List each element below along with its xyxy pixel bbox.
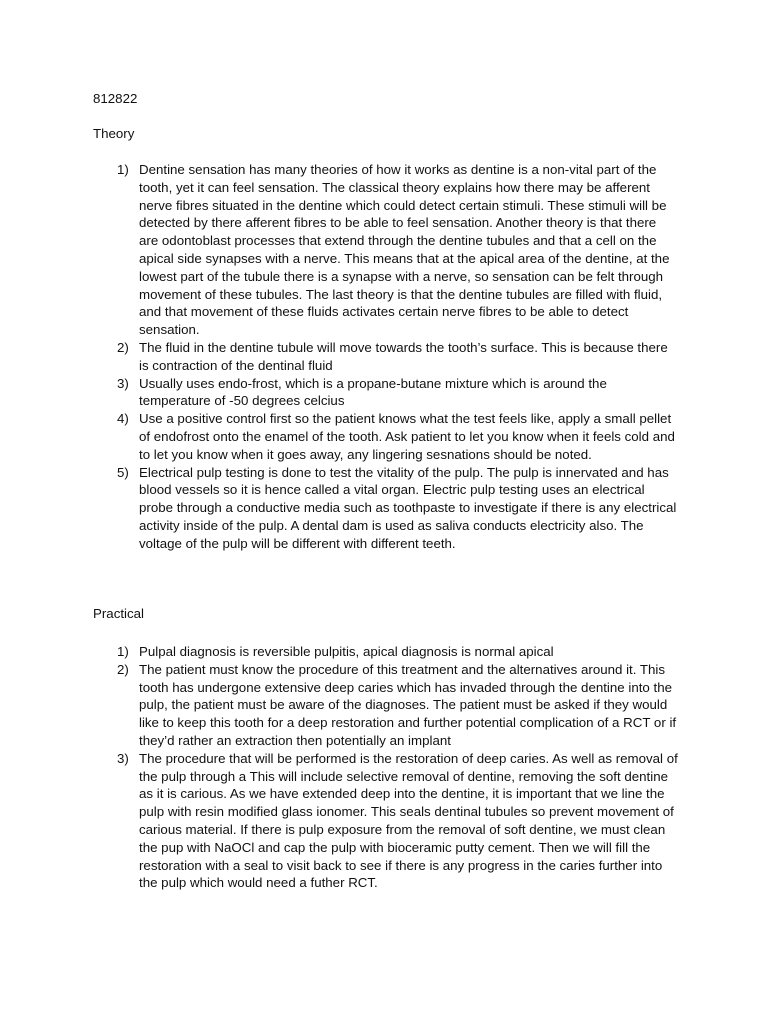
list-item <box>0 464 768 553</box>
list-item <box>0 161 768 339</box>
document-id: 812822 <box>93 91 138 106</box>
list-item-text: Use a positive control first so the patient knows what the test feels like, apply a small pellet of endofrost onto the enamel of the tooth. Ask patient to let you know when it feels cold and to let you know when it goes away, any lingering sesnations should be noted. <box>139 411 675 462</box>
list-item-number: 5) <box>117 464 129 480</box>
list-item-number: 1) <box>117 162 129 177</box>
list-item-text: Pulpal diagnosis is reversible pulpitis, apical diagnosis is normal apical <box>139 644 554 659</box>
list-item <box>0 750 768 892</box>
list-item <box>0 661 768 750</box>
list-item-number: 2) <box>117 339 129 355</box>
list-item-number: 4) <box>117 411 129 427</box>
practical-list <box>0 643 768 892</box>
list-item-text: The procedure that will be performed is the restoration of deep caries. As well as removal of the pulp through a This will include selective removal of dentine, removing the soft dentine as it is carious. As we have extended deep into the dentine, it is important that we line the pulp with resin modified glass ionomer. This seals dentinal tubules so prevent movement of carious material. If there is pulp exposure from the removal of soft dentine, we must clean the pup with NaOCl and cap the pulp with bioceramic putty cement. Then we will fill the restoration with a seal to visit back to see if there is any progress in the caries further into the pulp which would need a futher RCT. <box>139 750 678 891</box>
list-item-text: Electrical pulp testing is done to test the vitality of the pulp. The pulp is innervated and has blood vessels so it is hence called a vital organ. Electric pulp testing uses an electrical probe through a conductive media such as toothpaste to investigate if there is any electrical activity inside of the pulp. A dental dam is used as saliva conducts electricity also. The voltage of the pulp will be different with different teeth. <box>139 464 677 551</box>
list-item-text: The fluid in the dentine tubule will move towards the tooth’s surface. This is because there is contraction of the dentinal fluid <box>139 339 668 373</box>
list-item <box>0 643 768 661</box>
list-item <box>0 410 768 463</box>
list-item-text: Usually uses endo-frost, which is a propane-butane mixture which is around the temperature of -50 degrees celcius <box>139 375 607 409</box>
section-heading-theory: Theory <box>93 126 135 141</box>
section-heading-practical: Practical <box>93 606 144 621</box>
list-item <box>0 375 768 411</box>
list-item-text: Dentine sensation has many theories of how it works as dentine is a non-vital part of the tooth, yet it can feel sensation. The classical theory explains how there may be afferent nerve fibres situated in the dentine which could detect certain stimuli. These stimuli will be detected by there afferent fibres to be able to feel sensation. Another theory is that there are odontoblast processes that extend through the dentine tubules and that a cell on the apical side synapses with a nerve. This means that at the apical area of the dentine, at the lowest part of the tubule there is a synapse with a nerve, so sensation can be felt through movement of these tubules. The last theory is that the dentine tubules are filled with fluid, and that movement of these fluids activates certain nerve fibres to be able to detect sensation. <box>139 162 670 338</box>
list-item-text: The patient must know the procedure of this treatment and the alternatives around it. This tooth has undergone extensive deep caries which has invaded through the dentine into the pulp, the patient must be aware of the diagnoses. The patient must be asked if they would like to keep this tooth for a deep restoration and further potential complication of a RCT or if they’d rather an extraction then potentially an implant <box>139 661 677 748</box>
theory-list <box>0 161 768 553</box>
list-item-number: 1) <box>117 644 129 659</box>
list-item-number: 3) <box>117 375 129 391</box>
list-item-number: 2) <box>117 661 129 677</box>
list-item-number: 3) <box>117 750 129 766</box>
list-item <box>0 339 768 375</box>
